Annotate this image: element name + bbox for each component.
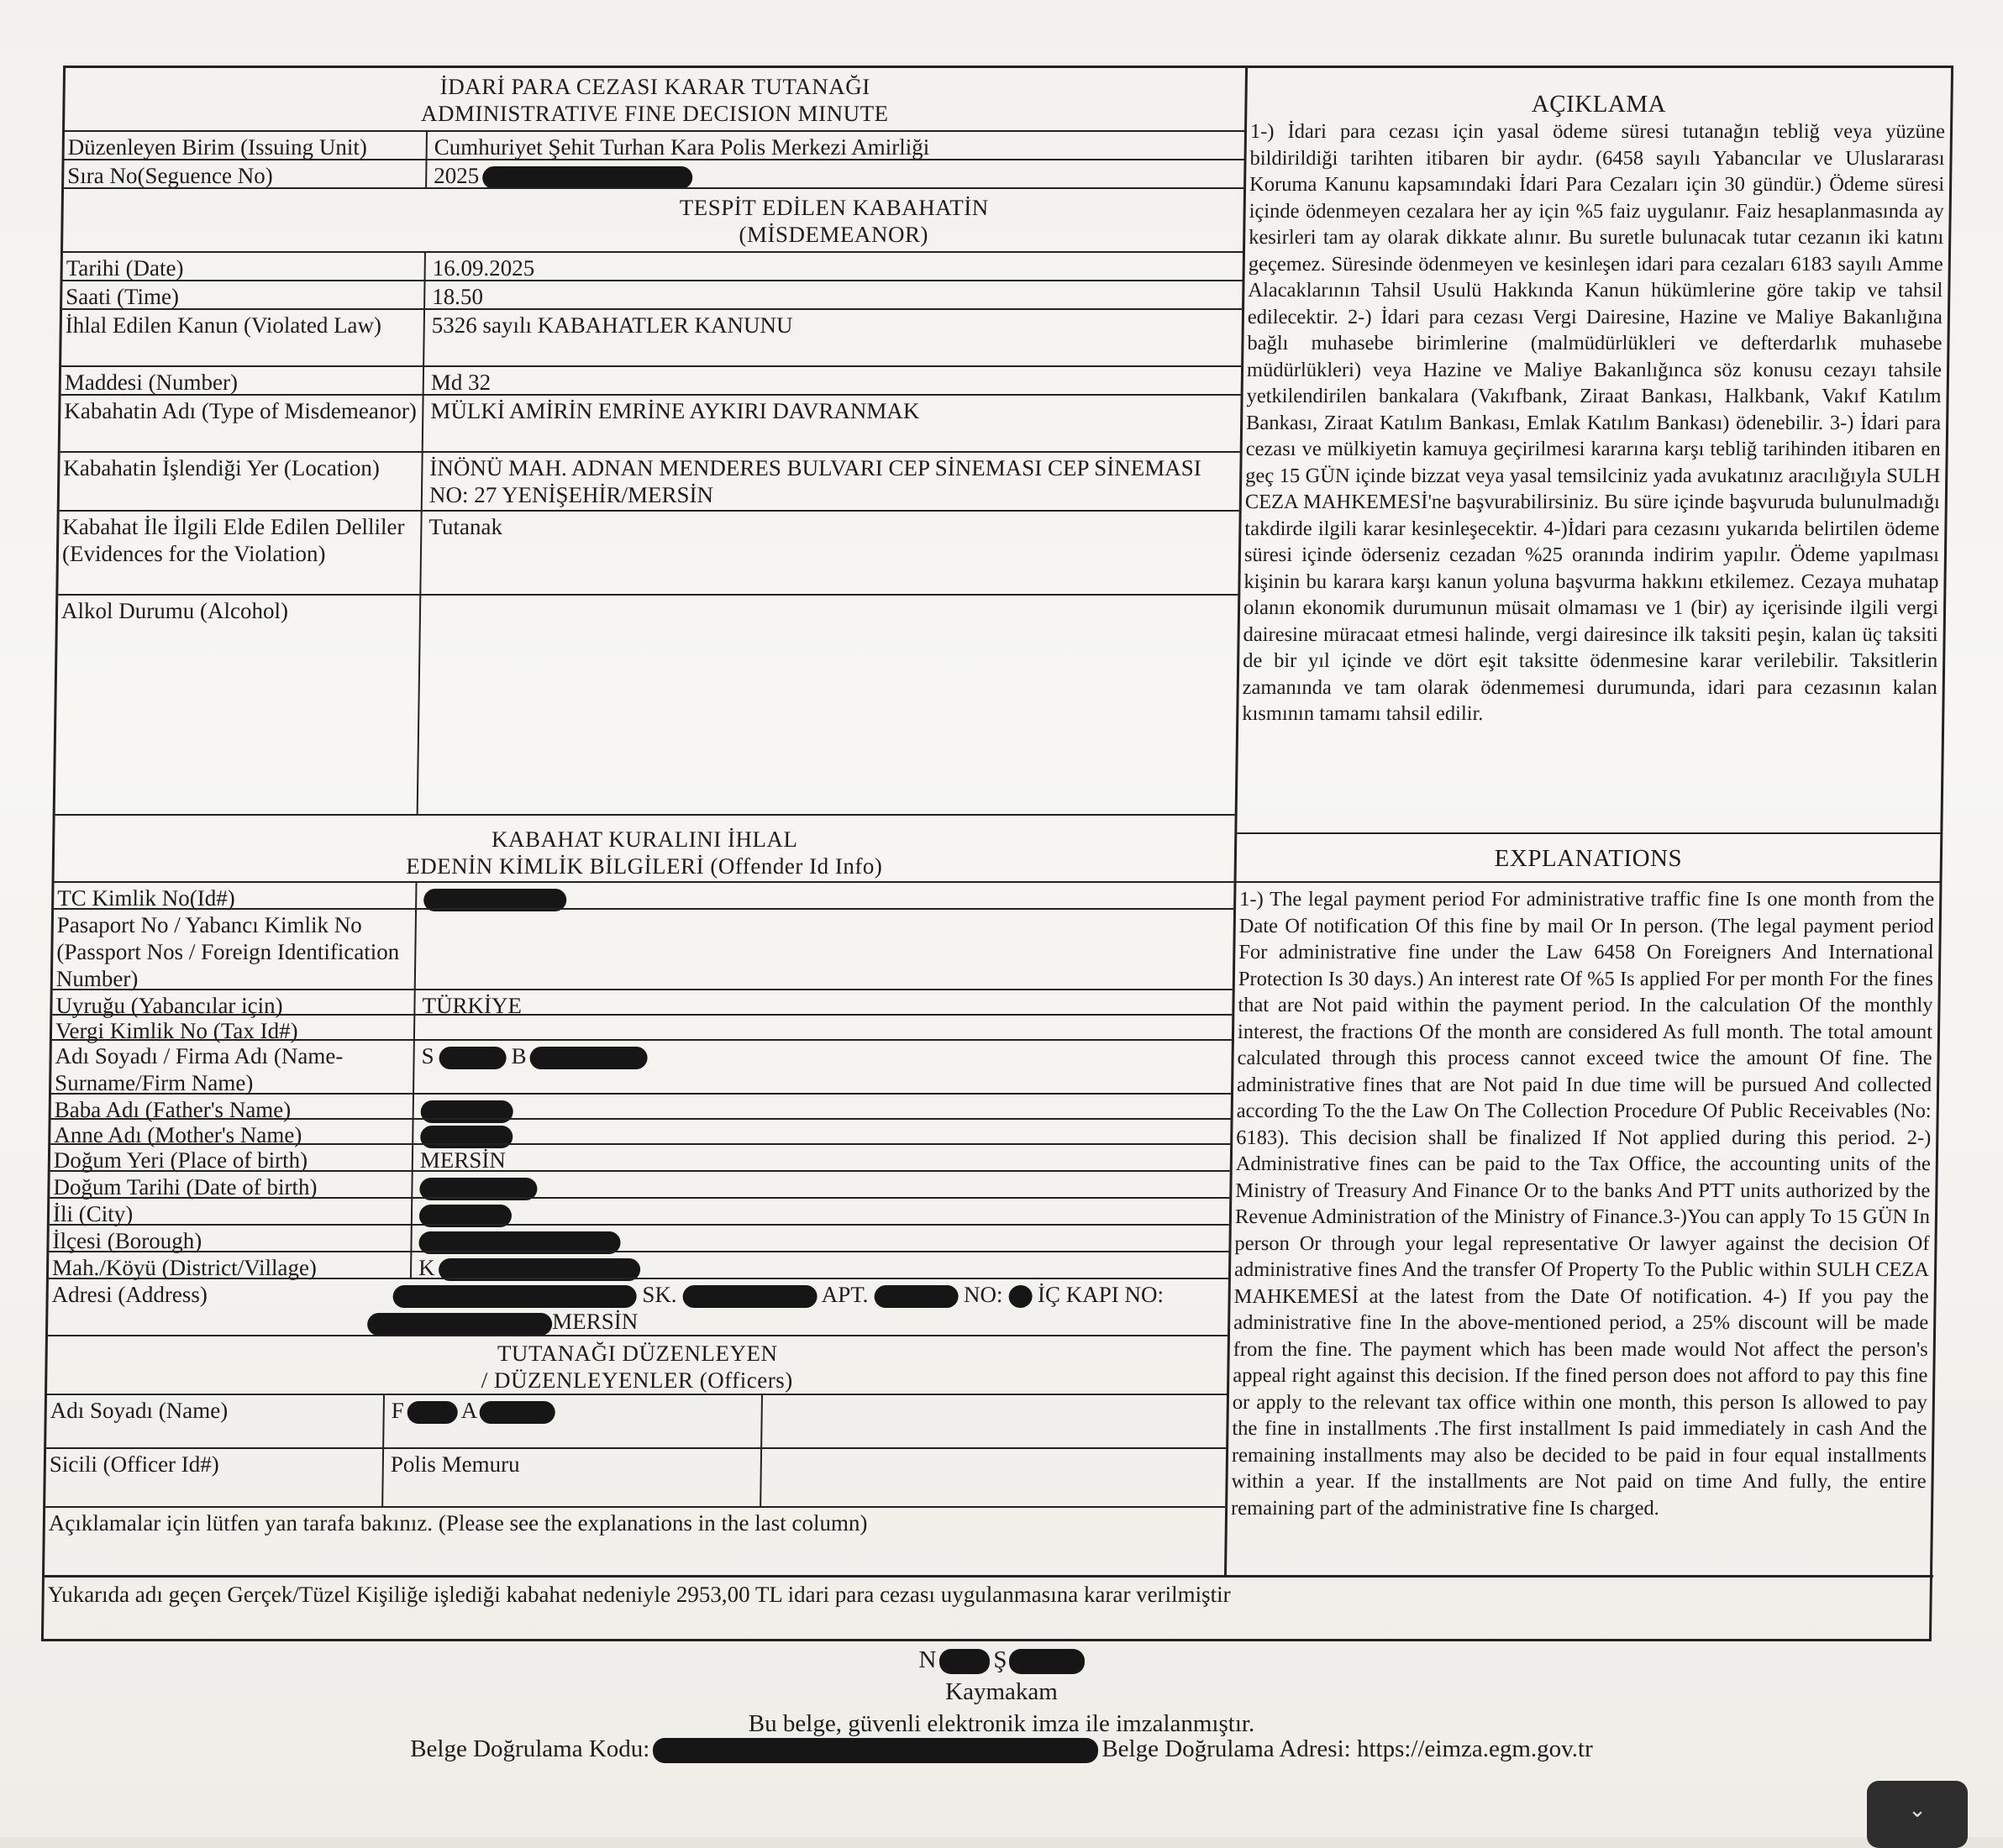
redaction (653, 1738, 1098, 1763)
redaction (392, 1285, 636, 1308)
offender-title-en: EDENİN KİMLİK BİLGİLERİ (Offender Id Info) (406, 853, 883, 879)
corner-badge-icon[interactable]: ⌄ (1867, 1781, 1968, 1848)
law-label: İhlal Edilen Kanun (Violated Law) (65, 312, 382, 338)
form-title-tr: İDARİ PARA CEZASI KARAR TUTANAĞI (439, 74, 870, 99)
redaction (482, 166, 692, 189)
redaction (367, 1313, 552, 1336)
address-label: Adresi (Address) (51, 1282, 208, 1307)
name-value: S B (421, 1042, 1226, 1069)
officer-name-row (46, 1394, 1227, 1449)
time-row (62, 280, 1243, 310)
officer-name-value: F A (392, 1397, 1222, 1424)
misdemeanor-title-en: (MİSDEMEANOR) (739, 222, 929, 247)
tc-row (54, 881, 1233, 910)
type-row (60, 394, 1241, 453)
redaction (874, 1285, 958, 1308)
redaction (529, 1047, 647, 1069)
type-value: MÜLKİ AMİRİN EMRİNE AYKIRI DAVRANMAK (430, 398, 920, 423)
explanation-tr-title: AÇIKLAMA (1531, 91, 1667, 118)
sequence-row (64, 159, 1244, 189)
nationality-value: TÜRKİYE (422, 993, 523, 1018)
redaction (407, 1401, 458, 1424)
time-label: Saati (Time) (66, 284, 180, 309)
form-left-column (45, 68, 1248, 1575)
date-label: Tarihi (Date) (66, 255, 184, 281)
misdemeanor-title-row (63, 187, 1243, 253)
birthplace-label: Doğum Yeri (Place of birth) (53, 1147, 308, 1173)
officers-title-row (47, 1335, 1228, 1395)
nationality-row (52, 989, 1232, 1016)
explanation-en-text: 1-) The legal payment period For administrative traffic fine Is one month from the Date Of notification Of this fine by mail Or In person. (The legal payment period For administrative fine under the Law 6458 On Foreigners And International Protection Is 30 days.) An interest rate Of %5 Is applied For per month For the fines that are Not paid within the payment period. In the calculation Of the monthly interest, the fractions Of the month are considered As full month. The total amount calculated through this process cannot exceed twice the amount Of fine. The administrative fines that are Not paid In due time will be pursued And collected according To the the Law On The Collection Procedure Of Public Receivables (No: 6183). This decision shall be finalized If Not applied during this period. 2-) Administrative fines can be paid to the Tax Office, the accounting units of the Ministry of Treasury And Finance Or to the banks And PTT units authorized by the Revenue Administration of the Ministry of Finance.3-)You can apply To 15 GÜN In person Or through your legal representative Or lawyer against the decision Of administrative fines And the transfer Of Property To the Public within SULH CEZA MAHKEMESİ at the latest from the Date Of notification. 4-) If you pay the administrative fine In the above-mentioned period, a 25% discount will be made from the fine. The payment which has been made would Not affect the person's appeal right against this decision. If the fined person does not afford to pay this fine or apply to the relevant tax office within one month, this person Is allowed to pay the fine in installments .The first installment Is paid immediately in cash And the remaining installments may also be decided to be paid in four equal installments within a year. If the installments are Not paid on time And fully, the entire remaining part of the administrative fine Is charged. (1228, 881, 1940, 1521)
article-value: Md 32 (430, 370, 492, 395)
type-label: Kabahatin Adı (Type of Misdemeanor) (64, 398, 418, 423)
redaction (682, 1285, 817, 1308)
address-value: SK. APT. NO: İÇ KAPI NO: MERSİN (392, 1281, 1223, 1336)
tc-label: TC Kimlik No(Id#) (57, 885, 235, 911)
form-header (65, 73, 1245, 127)
misdemeanor-title-tr: TESPİT EDİLEN KABAHATİN (679, 195, 989, 220)
district-row (49, 1251, 1228, 1279)
officers-note-row (45, 1506, 1225, 1577)
tax-row (52, 1014, 1232, 1041)
explanations-column (1227, 68, 1951, 1575)
father-row (51, 1093, 1231, 1120)
borough-label: İlçesi (Borough) (52, 1228, 202, 1253)
location-row (60, 451, 1240, 512)
alcohol-label: Alkol Durumu (Alcohol) (60, 598, 289, 623)
fine-decision-form (41, 66, 1953, 1641)
location-value: İNÖNÜ MAH. ADNAN MENDERES BULVARI CEP SİNEMASI CEP SİNEMASI NO: 27 YENİŞEHİR/MERSİN (428, 455, 1201, 507)
location-label: Kabahatin İşlendiği Yer (Location) (63, 455, 381, 480)
redaction (479, 1401, 555, 1424)
birthplace-row (50, 1143, 1230, 1172)
officers-title-tr: TUTANAĞI DÜZENLEYEN (497, 1341, 778, 1366)
borough-row (49, 1224, 1228, 1252)
father-label: Baba Adı (Father's Name) (54, 1097, 292, 1122)
redaction (1009, 1649, 1085, 1674)
redaction (939, 1649, 990, 1674)
tax-label: Vergi Kimlik No (Tax Id#) (55, 1018, 298, 1043)
issuing-unit-row (65, 130, 1245, 160)
issuing-unit-label: Düzenleyen Birim (Issuing Unit) (67, 134, 368, 160)
officer-name-label: Adı Soyadı (Name) (50, 1398, 229, 1423)
date-row (63, 251, 1243, 281)
verify-code-label: Belge Doğrulama Kodu: (410, 1735, 650, 1762)
address-row (48, 1278, 1228, 1336)
district-label: Mah./Köyü (District/Village) (51, 1255, 318, 1280)
verification-line (0, 1735, 2003, 1763)
law-row (61, 308, 1242, 367)
name-label: Adı Soyadı / Firma Adı (Name-Surname/Firm Name) (54, 1043, 344, 1095)
birthdate-label: Doğum Tarihi (Date of birth) (53, 1174, 318, 1200)
city-label: İli (City) (52, 1201, 134, 1226)
evidence-label: Kabahat İle İlgili Elde Edilen Delliler (Evidences for the Violation) (61, 514, 405, 566)
mother-row (50, 1118, 1230, 1145)
sequence-value: 2025 (434, 162, 1238, 189)
signer-name: N Ş (0, 1646, 2003, 1674)
redaction (439, 1047, 506, 1069)
officer-id-row (45, 1447, 1226, 1508)
officer-id-label: Sicili (Officer Id#) (49, 1452, 219, 1477)
passport-label: Pasaport No / Yabancı Kimlik No (Passport Nos / Foreign Identification Number) (55, 912, 400, 991)
offender-title-tr: KABAHAT KURALINI İHLAL (491, 827, 798, 852)
city-row (50, 1197, 1229, 1226)
officer-id-value: Polis Memuru (390, 1452, 520, 1477)
explanation-tr-text: 1-) İdari para cezası için yasal ödeme süresi tutanağın tebliğ veya yüzüne bildirildiği tarihten itibaren bir aydır. (6458 sayılı Yabancılar ve Uluslararası Koruma Kanunu kapsamındaki İdari Para Cezaları için 30 gündür.) Ödeme süresi içinde ödenmeyen cezalara her ay için %5 faiz uygulanır. Faiz hesaplanmasında ay kesirleri tam ay olarak dikkate alınır. Bu suretle bulunacak tutar cezanın iki katını geçemez. Süresinde ödenmeyen ve kesinleşen idari para cezaları 6183 sayılı Amme Alacaklarının Tahsil Usulü Hakkında Kanun hükümlerine göre takip ve tahsil edilecektir. 2-) İdari para cezası Vergi Dairesine, Hazine ve Maliye Bakanlığına bağlı muhasebe birimlerine (malmüdürlükleri ve defterdarlık muhasebe müdürlükleri) veya Hazine ve Maliye Bakanlığınca söz konusu cezayı tahsile yetkilendirilen bankalara (Vakıfbank, Ziraat Bankası, Halkbank, Vakıf Katılım Bankası, Ziraat Katılım Bankası, Emlak Katılım Bankası) ödenebilir. 3-) İdari para cezası ve mülkiyetin kamuya geçirilmesi kararına karşı tebliğ tarihinden itibaren en geç 15 GÜN içinde bizzat veya yasal temsilciniz yada avukatınız aracılığıyla SULH CEZA MAHKEMESİ'ne başvurabilirsiniz. Bu süre içinde başvuruda bulunulmadığı takdirde ilgili karar kesinleşecektir. 4-)İdari para cezasını yukarıda belirtilen ödeme süresi içinde öderseniz cezadan %25 oranında indirim yapılır. Ödeme yapılması kişinin bu karara karşı kanun yoluna başvurma hakkını etkilemez. Cezaya muhatap olanın ekonomik durumunun müsait olmaması ve 1 (bir) ay içerisinde ilgili vergi dairesine müracaat etmesi halinde, vergi dairesince ilk taksiti peşin, kalan üç taksiti de bir yıl içinde ve dört eşit taksitte ödenmesine karar verilebilir. Taksitlerin zamanında ve tam olarak ödenmemesi durumunda, idari para cezasının kalan kısmının tamamı tahsil edilir. (1242, 120, 1946, 725)
decision-line: Yukarıda adı geçen Gerçek/Tüzel Kişiliğe işlediği kabahat nedeniyle 2953,00 TL idari para cezası uygulanmasına karar verilmiştir (44, 1575, 1933, 1611)
explanation-en-title: EXPLANATIONS (1494, 845, 1683, 872)
mother-label: Anne Adı (Mother's Name) (54, 1122, 302, 1147)
verify-address-label: Belge Doğrulama Adresi: https://eimza.egm.gov.tr (1101, 1735, 1593, 1762)
law-value: 5326 sayılı KABAHATLER KANUNU (431, 312, 793, 338)
nationality-label: Uyruğu (Yabancılar için) (55, 993, 283, 1018)
explanation-en-header (1237, 832, 1941, 883)
district-value: K (418, 1254, 1223, 1281)
name-row (51, 1039, 1232, 1095)
birthdate-row (50, 1170, 1229, 1199)
article-row (61, 365, 1242, 396)
alcohol-row (55, 594, 1238, 816)
signer-title: Kaymakam (945, 1678, 1058, 1705)
officers-note: Açıklamalar için lütfen yan tarafa bakınız. (Please see the explanations in the last column) (48, 1510, 868, 1536)
sequence-label: Sıra No(Seguence No) (67, 163, 273, 188)
form-title-en: ADMINISTRATIVE FINE DECISION MINUTE (420, 101, 889, 126)
evidence-value: Tutanak (428, 514, 503, 539)
redaction (1008, 1285, 1032, 1308)
officers-title-en: / DÜZENLEYENLER (Officers) (481, 1368, 793, 1393)
passport-row (53, 908, 1233, 990)
esign-note: Bu belge, güvenli elektronik imza ile imzalanmıştır. (748, 1710, 1255, 1737)
article-label: Maddesi (Number) (64, 370, 239, 395)
issuing-unit-value: Cumhuriyet Şehit Turhan Kara Polis Merkezi Amirliği (434, 134, 930, 160)
time-value: 18.50 (432, 284, 484, 309)
evidence-row (58, 510, 1238, 596)
birthplace-value: MERSİN (419, 1147, 507, 1173)
date-value: 16.09.2025 (432, 255, 535, 281)
offender-title-row (55, 814, 1235, 883)
